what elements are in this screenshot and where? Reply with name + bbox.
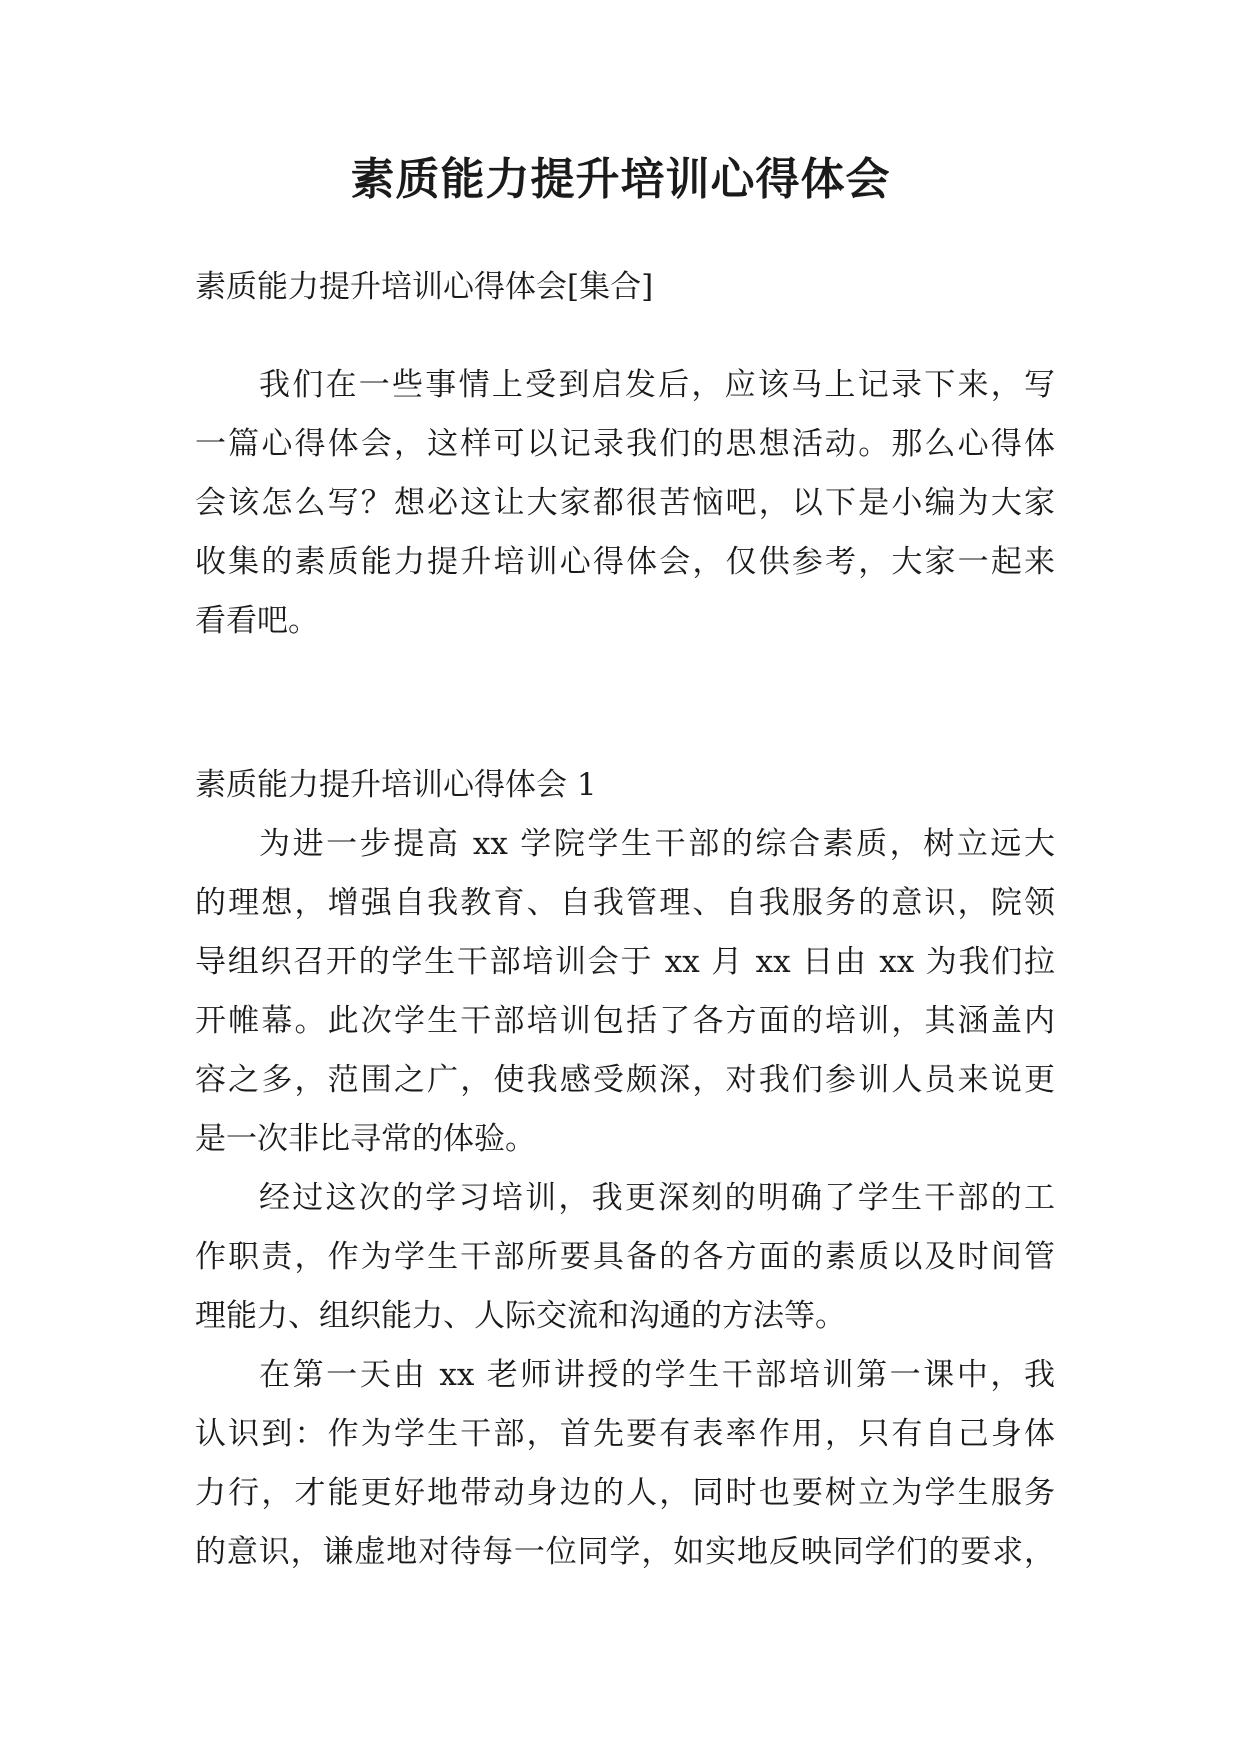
paragraph-line: 的意识，谦虚地对待每一位同学，如实地反映同学们的要求， xyxy=(195,1534,1055,1570)
paragraph-line: 容之多，范围之广，使我感受颇深，对我们参训人员来说更 xyxy=(195,1062,1055,1098)
body-paragraph xyxy=(195,1169,1055,1346)
paragraph-line: 作职责，作为学生干部所要具备的各方面的素质以及时间管 xyxy=(195,1239,1055,1275)
paragraph-line: 看看吧。 xyxy=(195,603,319,639)
paragraph-line: 导组织召开的学生干部培训会于 xx 月 xx 日由 xx 为我们拉 xyxy=(195,944,1055,980)
paragraph-line: 理能力、组织能力、人际交流和沟通的方法等。 xyxy=(195,1298,846,1334)
paragraph-line: 认识到：作为学生干部，首先要有表率作用，只有自己身体 xyxy=(195,1416,1055,1452)
body-paragraph xyxy=(195,815,1055,1169)
paragraph-line: 会该怎么写？想必这让大家都很苦恼吧，以下是小编为大家 xyxy=(195,485,1055,521)
body-paragraph xyxy=(195,1346,1055,1582)
document-title: 素质能力提升培训心得体会 xyxy=(350,154,891,205)
paragraph-line: 开帷幕。此次学生干部培训包括了各方面的培训，其涵盖内 xyxy=(195,1003,1055,1039)
paragraph-line: 为进一步提高 xx 学院学生干部的综合素质，树立远大 xyxy=(259,826,1055,862)
section-heading: 素质能力提升培训心得体会 1 xyxy=(195,767,597,803)
paragraph-line: 力行，才能更好地带动身边的人，同时也要树立为学生服务 xyxy=(195,1475,1055,1511)
document-subtitle: 素质能力提升培训心得体会[集合] xyxy=(195,269,654,305)
paragraph-line: 在第一天由 xx 老师讲授的学生干部培训第一课中，我 xyxy=(259,1357,1055,1393)
paragraph-line: 经过这次的学习培训，我更深刻的明确了学生干部的工 xyxy=(259,1180,1055,1216)
paragraph-line: 收集的素质能力提升培训心得体会，仅供参考，大家一起来 xyxy=(195,544,1055,580)
paragraph-line: 我们在一些事情上受到启发后，应该马上记录下来，写 xyxy=(259,367,1055,403)
paragraph-line: 是一次非比寻常的体验。 xyxy=(195,1121,536,1157)
intro-paragraph xyxy=(195,356,1055,651)
paragraph-line: 一篇心得体会，这样可以记录我们的思想活动。那么心得体 xyxy=(195,426,1055,462)
paragraph-line: 的理想，增强自我教育、自我管理、自我服务的意识，院领 xyxy=(195,885,1055,921)
